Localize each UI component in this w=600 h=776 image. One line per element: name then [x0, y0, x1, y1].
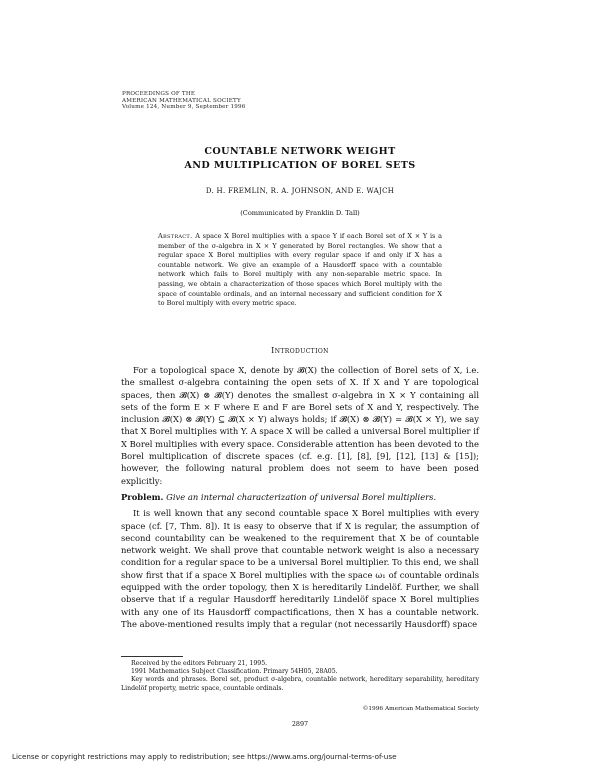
paper-title-line2: AND MULTIPLICATION OF BOREL SETS	[184, 160, 416, 171]
page-number: 2897	[291, 720, 309, 728]
footnote-msc: 1991 Mathematics Subject Classification. Primary 54H05, 28A05.	[131, 668, 338, 676]
copyright-notice: ©1996 American Mathematical Society	[362, 706, 479, 712]
footnote-received: Received by the editors February 21, 1995.	[131, 660, 268, 667]
footnote-keywords: Key words and phrases. Borel set, product σ-algebra, countable network, hereditary separability, hereditary Lindelöf property, metric space, countable ordinals.	[121, 676, 479, 692]
abstract-label: Abstract.	[158, 232, 193, 240]
authors: D. H. FREMLIN, R. A. JOHNSON, AND E. WAJCH	[205, 187, 395, 195]
abstract	[158, 232, 442, 309]
license-notice: License or copyright restrictions may apply to redistribution; see https://www.ams.org/journal-terms-of-use	[12, 752, 397, 761]
abstract-text: A space X Borel multiplies with a space Y if each Borel set of X × Y is a member of the σ-algebra in X × Y generated by Borel rectangles. We show that a regular space X Borel multiplies with every regular space if and only if X has a countable network. We give an example of a Hausdorff space with a countable network which fails to Borel multiply with any non-separable metric space. In passing, we obtain a characterization of those spaces which Borel multiply with the space of countable ordinals, and an internal necessary and sufficient condition for X to Borel multiply with every metric space.	[158, 232, 442, 308]
journal-name-line1: PROCEEDINGS OF THE	[122, 91, 196, 97]
problem-statement	[121, 491, 479, 503]
intro-paragraph-1: For a topological space X, denote by 𝓑(X) the collection of Borel sets of X, i.e. the smallest σ-algebra containing the open sets of X. If X and Y are topological spaces, then 𝓑(X) ⊗ 𝓑(Y) denotes the smallest σ-algebra in X × Y containing all sets of the form E × F where E and F are Borel sets of X and Y, respectively. The inclusion 𝓑(X) ⊗ 𝓑(Y) ⊆ 𝓑(X × Y) always holds; if 𝓑(X) ⊗ 𝓑(Y) = 𝓑(X × Y), we say that X Borel multiplies with Y. A space X will be called a universal Borel multiplier if X Borel multiplies with every space. Considerable attention has been devoted to the Borel multiplication of discrete spaces (cf. e.g. [1], [8], [9], [12], [13] & [15]); however, the following natural problem does not seem to have been posed explicitly:	[121, 365, 479, 486]
journal-name-line2: AMERICAN MATHEMATICAL SOCIETY	[122, 97, 241, 104]
communicated-by: (Communicated by Franklin D. Tall)	[240, 209, 360, 217]
section-heading: Introduction	[271, 346, 329, 355]
intro-body	[121, 364, 479, 630]
problem-label: Problem.	[121, 491, 164, 502]
footnote-rule	[121, 656, 183, 657]
journal-header	[122, 91, 246, 111]
footnotes	[121, 660, 479, 693]
paper-title-line1: COUNTABLE NETWORK WEIGHT	[204, 146, 396, 157]
intro-paragraph-2: It is well known that any second countable space X Borel multiplies with every space (cf. [7, Thm. 8]). It is easy to observe that if X is regular, the assumption of second countability can be weakened to the requirement that X be of countable network weight. We shall prove that countable network weight is also a necessary condition for a regular space to be a universal Borel multiplier. To this end, we shall show first that if a space X Borel multiplies with the space ω₁ of countable ordinals equipped with the order topology, then X is hereditarily Lindelöf. Further, we shall observe that if a regular Hausdorff hereditarily Lindelöf space X Borel multiplies with any one of its Hausdorff compactifications, then X has a countable network. The above-mentioned results imply that a regular (not necessarily Hausdorff) space	[121, 508, 479, 629]
problem-text: Give an internal characterization of universal Borel multipliers.	[166, 491, 437, 502]
journal-volume: Volume 124, Number 9, September 1996	[122, 104, 246, 111]
